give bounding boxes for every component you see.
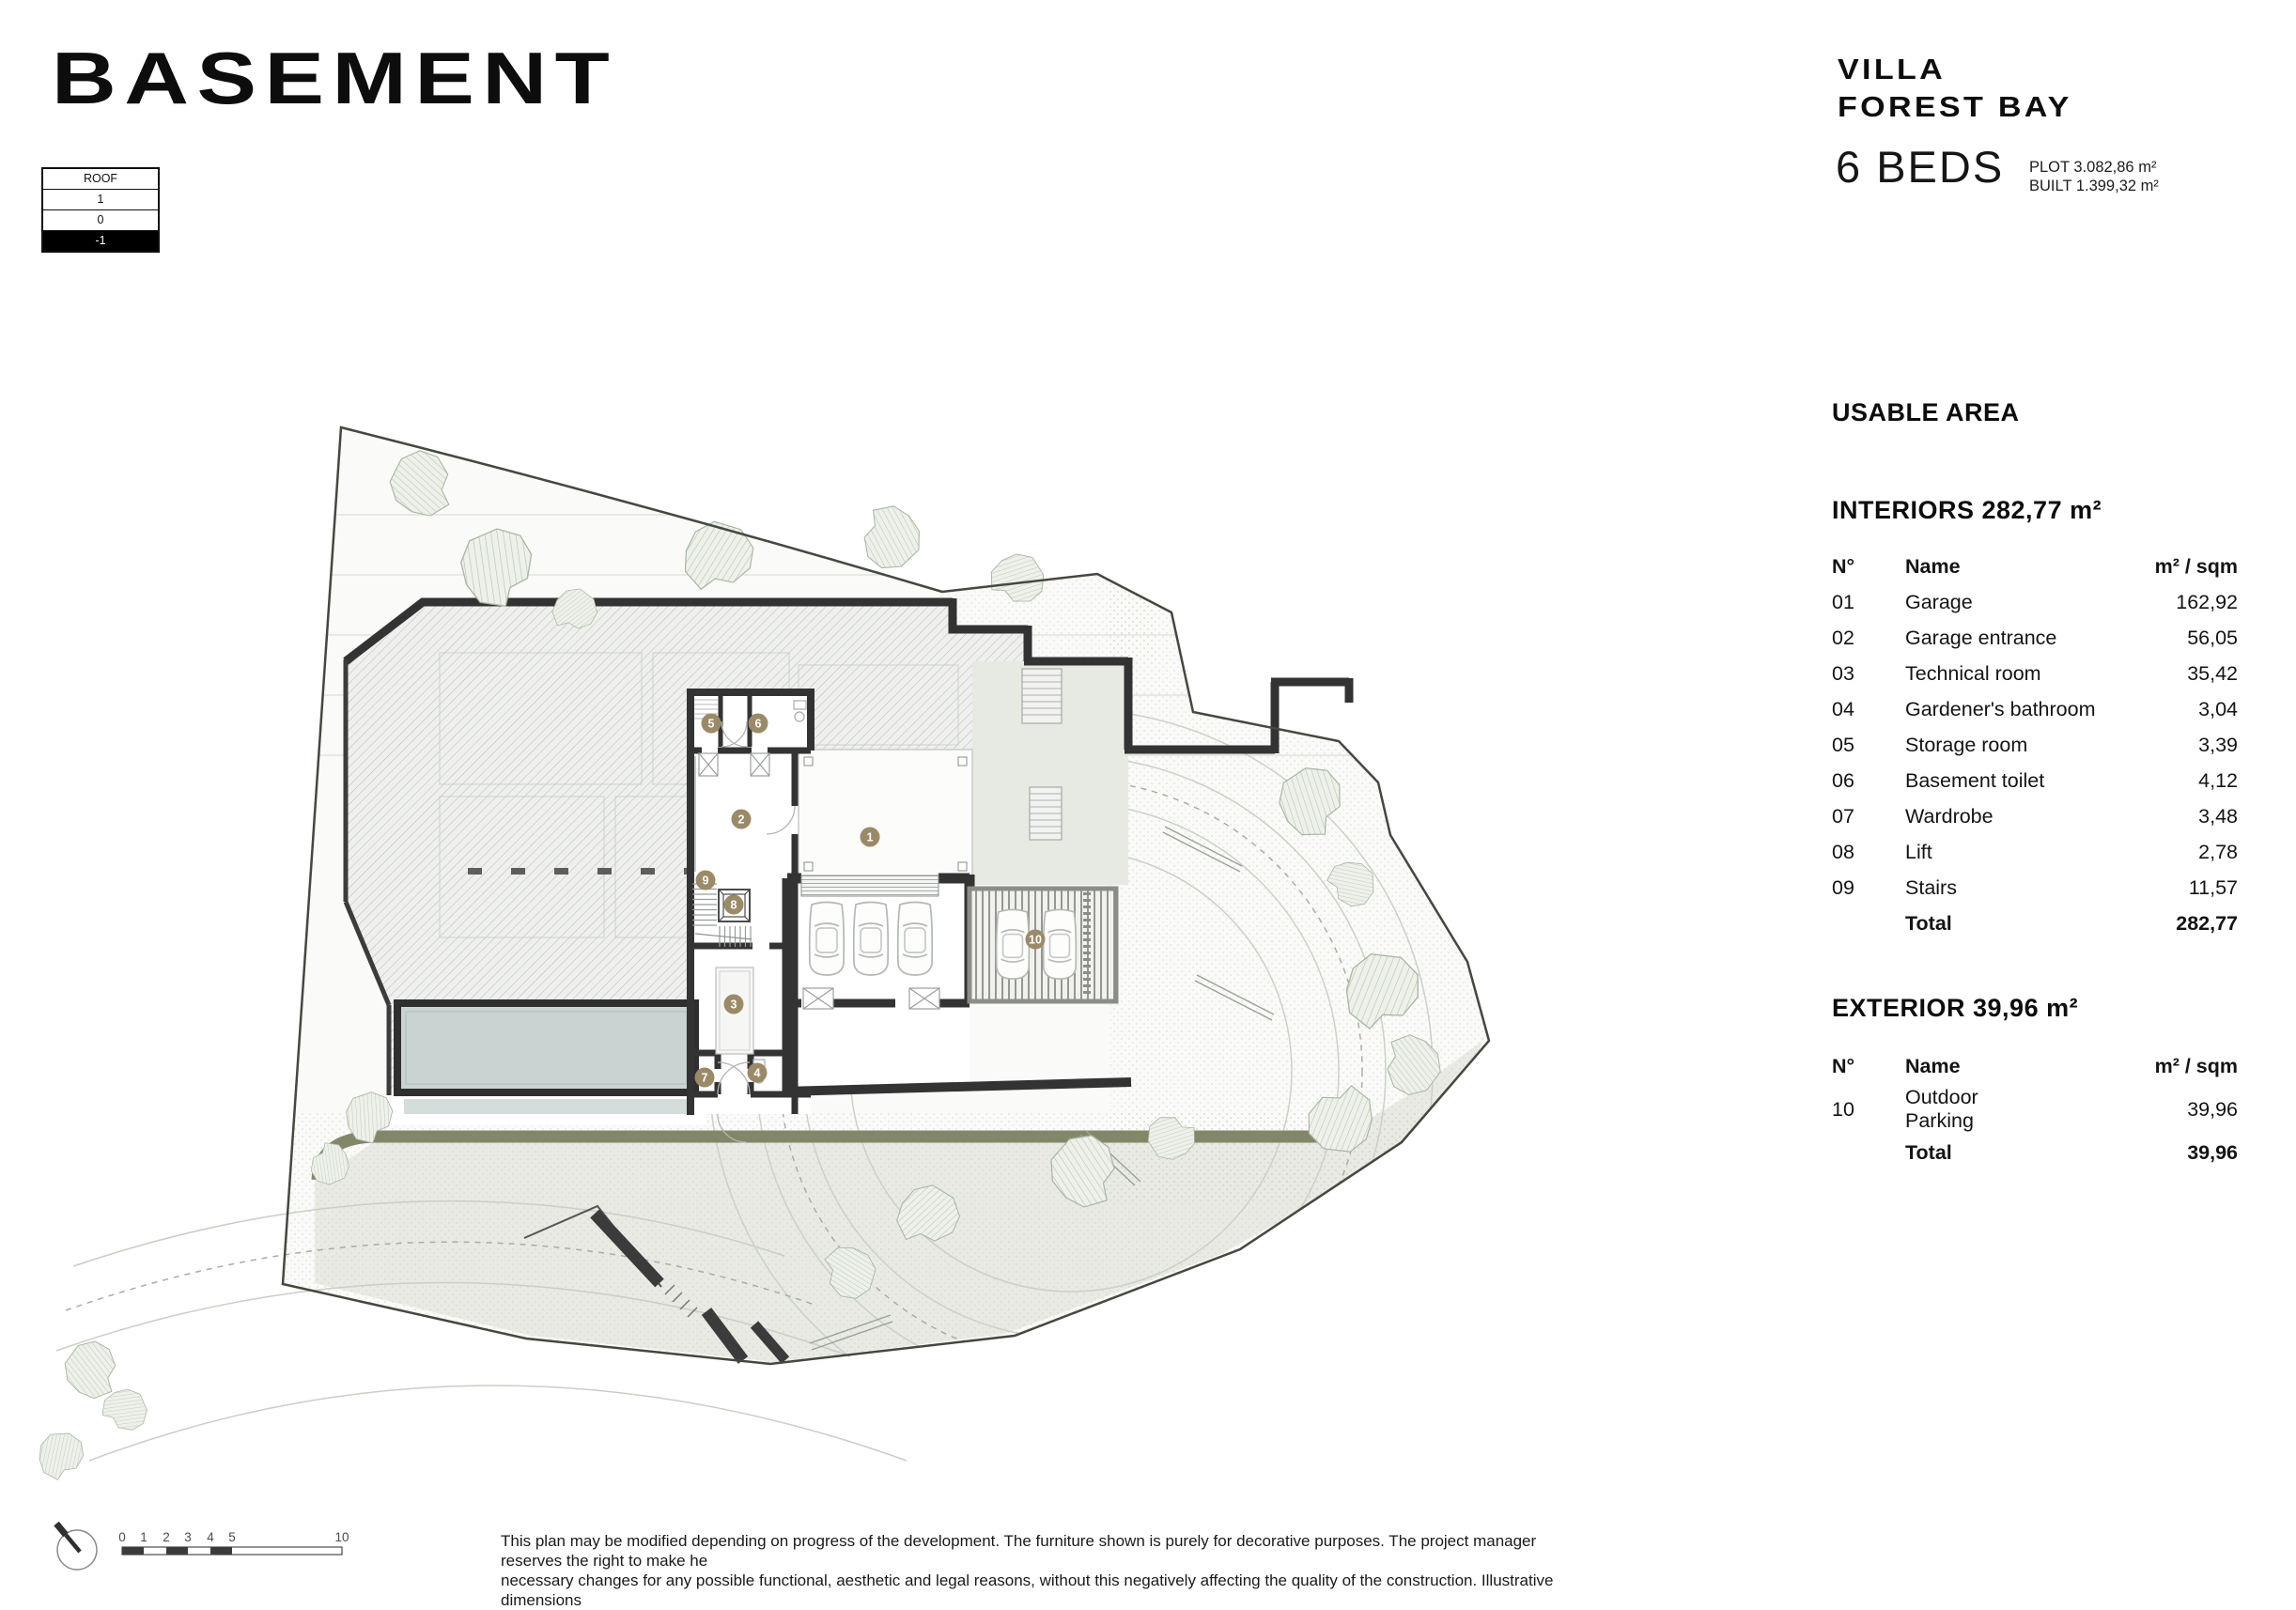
- svg-text:1: 1: [140, 1530, 147, 1544]
- svg-text:3: 3: [184, 1530, 192, 1544]
- row-name: Wardrobe: [1905, 804, 1993, 828]
- svg-text:5: 5: [707, 717, 715, 731]
- row-area: 35,42: [2187, 661, 2238, 685]
- room-badge: [861, 828, 880, 847]
- villa-name-line2: FOREST BAY: [1838, 90, 2072, 123]
- interiors-table: [1832, 549, 2238, 941]
- row-area: 11,57: [2188, 875, 2238, 899]
- row-area: 3,04: [2198, 697, 2238, 720]
- row-name: Outdoor Parking: [1905, 1086, 1978, 1132]
- floor-selector: [41, 167, 160, 253]
- room-badge: [724, 995, 744, 1014]
- room-badge: [1026, 930, 1046, 950]
- row-area: 3,48: [2198, 804, 2238, 828]
- exterior-heading: EXTERIOR 39,96 m²: [1832, 994, 2079, 1022]
- disclaimer-line1: This plan may be modified depending on progress of the development. The furniture shown is purely for decorative purposes. The project manager reserves the right to make he: [501, 1532, 1537, 1570]
- usable-area-heading: USABLE AREA: [1832, 398, 2020, 426]
- svg-text:8: 8: [730, 898, 737, 912]
- floor-selector-roof[interactable]: ROOF: [83, 172, 118, 185]
- room-badge: [749, 714, 768, 734]
- row-name: Stairs: [1905, 875, 1957, 899]
- row-number: 07: [1832, 804, 1854, 828]
- floor-selector-basement[interactable]: -1: [43, 230, 158, 251]
- room-badge: [702, 714, 721, 734]
- col-header-name: Name: [1905, 554, 1961, 578]
- scale-bar: [118, 1530, 349, 1555]
- room-badge: [695, 1068, 715, 1088]
- svg-text:5: 5: [228, 1530, 236, 1544]
- page-title: BASEMENT: [52, 37, 618, 119]
- col-header-area: m² / sqm: [2154, 554, 2238, 578]
- row-number: 03: [1832, 661, 1854, 685]
- villa-name: [1838, 51, 2072, 126]
- svg-text:4: 4: [207, 1530, 214, 1544]
- floor-selector-0[interactable]: 0: [43, 209, 158, 230]
- row-area: 4,12: [2198, 768, 2238, 792]
- svg-text:3: 3: [730, 998, 737, 1012]
- row-number: 09: [1832, 875, 1854, 899]
- row-area: 2,78: [2198, 840, 2238, 863]
- row-number: 08: [1832, 840, 1854, 863]
- svg-text:1: 1: [866, 830, 874, 844]
- plot-built-info: [2029, 158, 2159, 195]
- total-label: Total: [1905, 911, 1952, 935]
- room-badge: [696, 871, 716, 890]
- plot-area: PLOT 3.082,86 m²: [2029, 159, 2157, 176]
- row-area: 3,39: [2198, 733, 2238, 756]
- col-header-area: m² / sqm: [2154, 1054, 2238, 1077]
- row-name: Gardener's bathroom: [1905, 697, 2096, 720]
- row-area: 39,96: [2187, 1097, 2238, 1121]
- svg-text:10: 10: [334, 1530, 349, 1544]
- garage-cars: [810, 903, 933, 976]
- built-area: BUILT 1.399,32 m²: [2029, 178, 2159, 194]
- row-name: Basement toilet: [1905, 768, 2045, 792]
- col-header-name: Name: [1905, 1054, 1961, 1077]
- row-number: 01: [1832, 590, 1854, 613]
- north-arrow-icon: [56, 1524, 97, 1570]
- total-value: 39,96: [2187, 1140, 2238, 1164]
- patio: [972, 661, 1128, 885]
- pool-reflection: [404, 1099, 688, 1114]
- total-label: Total: [1905, 1140, 1952, 1164]
- row-number: 02: [1832, 626, 1854, 649]
- svg-text:2: 2: [163, 1530, 170, 1544]
- floor-selector-1[interactable]: 1: [43, 189, 158, 209]
- exterior-table: [1832, 1048, 2238, 1170]
- row-number: 10: [1832, 1097, 1854, 1121]
- beds-count: 6 BEDS: [1836, 142, 2005, 192]
- row-name: Lift: [1905, 840, 1932, 863]
- svg-text:0: 0: [118, 1530, 126, 1544]
- villa-name-line1: VILLA: [1838, 53, 1947, 85]
- interiors-heading: INTERIORS 282,77 m²: [1832, 496, 2102, 524]
- row-number: 06: [1832, 768, 1854, 792]
- room-badge: [748, 1063, 768, 1083]
- svg-text:6: 6: [754, 717, 762, 731]
- svg-text:10: 10: [1029, 933, 1042, 947]
- row-area: 162,92: [2176, 590, 2238, 613]
- row-number: 05: [1832, 733, 1854, 756]
- col-header-n: N°: [1832, 554, 1855, 578]
- disclaimer-line2: necessary changes for any possible functional, aesthetic and legal reasons, without this negatively affecting the quality of the construction. Illustrative dimensions: [501, 1571, 1554, 1609]
- garage-door: [801, 875, 939, 896]
- svg-text:2: 2: [737, 813, 745, 827]
- room-badge: [732, 810, 752, 829]
- svg-text:4: 4: [753, 1066, 761, 1080]
- svg-text:9: 9: [702, 874, 709, 888]
- row-name: Storage room: [1905, 733, 2028, 756]
- total-value: 282,77: [2176, 911, 2238, 935]
- pool: [397, 1003, 695, 1092]
- disclaimer: [501, 1531, 1590, 1610]
- room-badge: [724, 895, 744, 915]
- svg-text:7: 7: [701, 1071, 708, 1085]
- row-number: 04: [1832, 697, 1854, 720]
- col-header-n: N°: [1832, 1054, 1855, 1077]
- row-name: Garage entrance: [1905, 626, 2057, 649]
- row-area: 56,05: [2187, 626, 2238, 649]
- row-name: Technical room: [1905, 661, 2041, 685]
- row-name: Garage: [1905, 590, 1973, 613]
